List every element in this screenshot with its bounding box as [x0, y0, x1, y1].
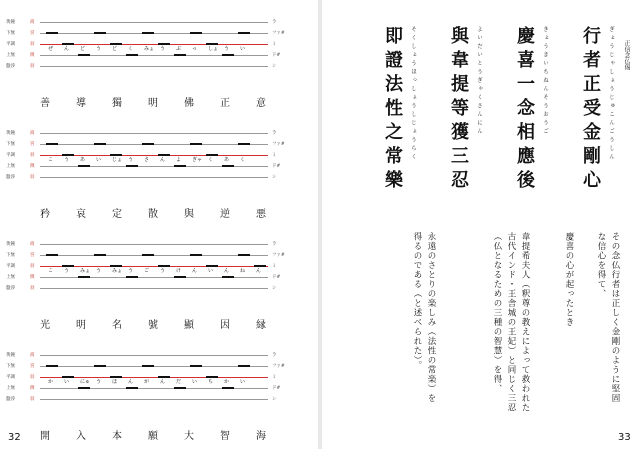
melody-bar: [206, 154, 218, 156]
melody-bar: [126, 165, 138, 167]
melody-bar: [62, 43, 74, 45]
western-pitch-label: ミ: [272, 42, 277, 47]
translation-line: 慶喜の心が起ったとき: [564, 232, 574, 327]
staff-line: [40, 155, 268, 156]
melody-bar: [206, 43, 218, 45]
verse-character: 智: [220, 431, 232, 442]
kana-syllable: あ: [224, 157, 230, 163]
pitch-label: 上無: [6, 53, 15, 58]
western-pitch-label: ラ: [272, 353, 277, 358]
kana-syllable: みょ: [80, 268, 91, 274]
kana-syllable: ぜ: [48, 46, 54, 52]
staff-line: [40, 33, 268, 34]
melody-bar: [174, 387, 186, 389]
kana-syllable: い: [192, 379, 198, 385]
western-pitch-label: ラ: [272, 131, 277, 136]
translation-line: その念仏行者は正しく金剛のように堅固: [610, 232, 620, 403]
melody-bar: [78, 276, 90, 278]
melody-bar: [222, 165, 234, 167]
verse-character: 逆: [220, 209, 232, 220]
western-pitch-label: ド#: [272, 53, 281, 58]
pitch-label: 平調: [6, 153, 15, 158]
kana-syllable: ん: [160, 379, 166, 385]
staff-line: [40, 144, 268, 145]
kana-syllable: ご: [144, 268, 150, 274]
melody-bar: [46, 365, 58, 367]
western-pitch-label: ド#: [272, 275, 281, 280]
kana-syllable: こ: [48, 157, 54, 163]
melody-bar: [222, 387, 234, 389]
melody-bar: [238, 365, 250, 367]
staff-line: [40, 288, 268, 289]
western-pitch-label: ミ: [272, 375, 277, 380]
melody-bar: [222, 54, 234, 56]
pitch-label: 黄鐘: [6, 20, 15, 25]
pitch-label: 黄鐘: [6, 131, 15, 136]
verse-column: 即證法性之常樂: [382, 26, 403, 194]
kana-syllable: ね: [240, 268, 246, 274]
pitch-label: 下無: [6, 31, 15, 36]
translation-line: 古代インド・王舎城の王妃）と同じく三忍: [506, 232, 516, 413]
melody-bar: [206, 265, 218, 267]
western-pitch-label: ラ: [272, 242, 277, 247]
staff-line: [40, 66, 268, 67]
note-name: 商: [30, 353, 35, 358]
verse-reading: よいだいとうぎゃくさんにん: [476, 26, 482, 137]
translation-line: 韋提希夫人（釈尊の教えによって救われた: [520, 232, 530, 413]
chant-staff: [0, 339, 318, 442]
verse-character: 佛: [184, 98, 196, 109]
melody-bar: [110, 376, 122, 378]
pitch-label: 下無: [6, 364, 15, 369]
kana-syllable: う: [96, 46, 102, 52]
verse-character: 導: [76, 98, 88, 109]
melody-bar: [94, 254, 106, 256]
staff-line: [40, 177, 268, 178]
kana-syllable: じょ: [112, 157, 123, 163]
verse-character: 本: [112, 431, 124, 442]
verse-character: 哀: [76, 209, 88, 220]
kana-syllable: う: [128, 268, 134, 274]
kana-syllable: よ: [176, 157, 182, 163]
verse-character: 明: [148, 98, 160, 109]
melody-bar: [238, 32, 250, 34]
kana-syllable: ん: [160, 157, 166, 163]
pitch-label: 平調: [6, 375, 15, 380]
pitch-label: 盤渉: [6, 175, 15, 180]
staff-line: [40, 355, 268, 356]
note-name: 商: [30, 242, 35, 247]
note-name: 徴: [30, 275, 35, 280]
verse-character: 入: [76, 431, 88, 442]
kana-syllable: ど: [112, 46, 118, 52]
western-pitch-label: シ: [272, 397, 277, 402]
staff-line: [40, 266, 268, 267]
note-name: 羽: [30, 42, 35, 47]
western-pitch-label: シ: [272, 175, 277, 180]
melody-bar: [142, 32, 154, 34]
kana-syllable: ん: [64, 46, 70, 52]
kana-syllable: く: [240, 157, 246, 163]
western-pitch-label: ファ#: [272, 253, 285, 258]
verse-kanji-row: [40, 427, 268, 442]
chant-staff: [0, 6, 318, 109]
verse-character: 願: [148, 431, 160, 442]
note-name: 宮: [30, 253, 35, 258]
kana-syllable: ん: [128, 379, 134, 385]
melody-bar: [46, 32, 58, 34]
note-name: 宮: [30, 364, 35, 369]
verse-character: 開: [40, 431, 52, 442]
melody-bar: [238, 254, 250, 256]
melody-bar: [126, 387, 138, 389]
section-header: 正信念仏偈: [623, 40, 630, 70]
kana-syllable: う: [224, 46, 230, 52]
melody-bar: [62, 154, 74, 156]
note-name: 羽: [30, 153, 35, 158]
melody-bar: [126, 54, 138, 56]
note-name: 宮: [30, 31, 35, 36]
verse-character: 矜: [40, 209, 52, 220]
page-number-left: 32: [8, 432, 21, 443]
kana-syllable: う: [128, 157, 134, 163]
staff-line: [40, 255, 268, 256]
pitch-label: 盤渉: [6, 64, 15, 69]
verse-kanji-row: [40, 94, 268, 109]
melody-bar: [46, 254, 58, 256]
pitch-label: 下無: [6, 142, 15, 147]
verse-column: 行者正受金剛心: [580, 26, 601, 194]
note-name: 徴: [30, 386, 35, 391]
melody-bar: [222, 276, 234, 278]
melody-bar: [174, 165, 186, 167]
pitch-label: 盤渉: [6, 397, 15, 402]
verse-character: 獨: [112, 98, 124, 109]
note-name: 羽: [30, 375, 35, 380]
kana-syllable: さ: [144, 157, 150, 163]
melody-bar: [110, 154, 122, 156]
note-name: 羽: [30, 264, 35, 269]
melody-bar: [254, 265, 266, 267]
note-name: 宮: [30, 142, 35, 147]
kana-syllable: こ: [48, 268, 54, 274]
verse-kanji-row: [40, 205, 268, 220]
verse-column: 與韋提等獲三忍: [448, 26, 469, 194]
western-pitch-label: シ: [272, 64, 277, 69]
verse-character: 善: [40, 98, 52, 109]
verse-character: 意: [256, 98, 268, 109]
kana-syllable: みょ: [112, 268, 123, 274]
western-pitch-label: ファ#: [272, 31, 285, 36]
melody-bar: [158, 154, 170, 156]
western-pitch-label: ミ: [272, 153, 277, 158]
note-name: 徴: [30, 164, 35, 169]
verse-character: 悪: [256, 209, 268, 220]
verse-character: 散: [148, 209, 160, 220]
pitch-label: 上無: [6, 386, 15, 391]
kana-syllable: い: [64, 379, 70, 385]
kana-syllable: け: [176, 268, 182, 274]
verse-reading: そくしょうほっしょうしじょうらく: [410, 26, 416, 162]
melody-bar: [126, 276, 138, 278]
melody-bar: [142, 365, 154, 367]
note-name: 商: [30, 20, 35, 25]
kana-syllable: う: [64, 268, 70, 274]
note-name: 羽: [30, 64, 35, 69]
melody-bar: [190, 365, 202, 367]
kana-syllable: く: [208, 157, 214, 163]
kana-syllable: か: [224, 379, 230, 385]
melody-bar: [142, 254, 154, 256]
translation-line: 永遠のさとりの楽しみ（法性の常楽）を: [426, 232, 436, 403]
pitch-label: 下無: [6, 253, 15, 258]
western-pitch-label: シ: [272, 286, 277, 291]
kana-syllable: う: [160, 46, 166, 52]
western-pitch-label: ミ: [272, 264, 277, 269]
verse-character: 光: [40, 320, 52, 331]
verse-character: 與: [184, 209, 196, 220]
note-name: 羽: [30, 286, 35, 291]
melody-bar: [142, 143, 154, 145]
verse-reading: ぎょうじゃしょうじゅこんごうしん: [608, 26, 614, 162]
kana-syllable: ん: [192, 268, 198, 274]
kana-syllable: ど: [80, 46, 86, 52]
kana-syllable: う: [96, 268, 102, 274]
kana-syllable: う: [160, 268, 166, 274]
pitch-label: 盤渉: [6, 286, 15, 291]
note-name: 羽: [30, 397, 35, 402]
verse-character: 縁: [256, 320, 268, 331]
staff-line: [40, 377, 268, 378]
kana-syllable: ち: [208, 379, 214, 385]
western-pitch-label: ド#: [272, 164, 281, 169]
melody-bar: [78, 54, 90, 56]
melody-bar: [62, 265, 74, 267]
pitch-label: 黄鐘: [6, 242, 15, 247]
melody-bar: [158, 376, 170, 378]
melody-bar: [78, 387, 90, 389]
note-name: 商: [30, 131, 35, 136]
kana-syllable: い: [240, 46, 246, 52]
melody-bar: [110, 43, 122, 45]
kana-syllable: い: [96, 157, 102, 163]
kana-syllable: ん: [224, 268, 230, 274]
western-pitch-label: ラ: [272, 20, 277, 25]
staff-line: [40, 399, 268, 400]
page-number-right: 33: [618, 432, 631, 443]
kana-syllable: っ: [192, 46, 198, 52]
verse-character: 正: [220, 98, 232, 109]
melody-bar: [174, 54, 186, 56]
staff-line: [40, 244, 268, 245]
staff-line: [40, 133, 268, 134]
kana-syllable: う: [96, 379, 102, 385]
melody-bar: [206, 376, 218, 378]
kana-syllable: ん: [256, 268, 262, 274]
verse-column: 慶喜一念相應後: [514, 26, 535, 194]
translation-line: （仏となるための三種の智慧）を得、: [492, 232, 502, 394]
staff-line: [40, 366, 268, 367]
kana-syllable: か: [48, 379, 54, 385]
melody-bar: [78, 165, 90, 167]
western-pitch-label: ファ#: [272, 142, 285, 147]
melody-bar: [94, 143, 106, 145]
left-page: [0, 0, 318, 449]
melody-bar: [158, 265, 170, 267]
kana-syllable: だ: [176, 379, 182, 385]
verse-kanji-row: [40, 316, 268, 331]
western-pitch-label: ド#: [272, 386, 281, 391]
kana-syllable: が: [144, 379, 150, 385]
verse-character: 大: [184, 431, 196, 442]
translation-line: な信心を得て、: [596, 232, 606, 299]
verse-character: 因: [220, 320, 232, 331]
pitch-label: 黄鐘: [6, 353, 15, 358]
verse-character: 顯: [184, 320, 196, 331]
kana-syllable: く: [128, 46, 134, 52]
melody-bar: [190, 143, 202, 145]
melody-bar: [94, 365, 106, 367]
melody-bar: [62, 376, 74, 378]
western-pitch-label: ファ#: [272, 364, 285, 369]
melody-bar: [174, 276, 186, 278]
kana-syllable: ぶ: [176, 46, 182, 52]
melody-bar: [94, 32, 106, 34]
verse-character: 定: [112, 209, 124, 220]
kana-syllable: しょ: [208, 46, 219, 52]
kana-syllable: あ: [80, 157, 86, 163]
pitch-label: 上無: [6, 164, 15, 169]
note-name: 羽: [30, 175, 35, 180]
melody-bar: [238, 143, 250, 145]
chant-staff: [0, 117, 318, 220]
kana-syllable: みょ: [144, 46, 155, 52]
chant-staff: [0, 228, 318, 331]
translation-line: 得るのである（と述べられた）。: [412, 232, 422, 371]
note-name: 徴: [30, 53, 35, 58]
right-page: [322, 0, 640, 449]
kana-syllable: にゅ: [80, 379, 90, 385]
verse-reading: きょうきいちねんそうおうご: [542, 26, 548, 137]
melody-bar: [158, 43, 170, 45]
verse-character: 號: [148, 320, 160, 331]
melody-bar: [110, 265, 122, 267]
staff-line: [40, 22, 268, 23]
melody-bar: [190, 32, 202, 34]
pitch-label: 平調: [6, 264, 15, 269]
pitch-label: 平調: [6, 42, 15, 47]
kana-syllable: ぎゃ: [192, 157, 203, 163]
kana-syllable: ほ: [112, 379, 118, 385]
melody-bar: [46, 143, 58, 145]
pitch-label: 上無: [6, 275, 15, 280]
verse-character: 海: [256, 431, 268, 442]
kana-syllable: い: [240, 379, 246, 385]
verse-character: 名: [112, 320, 124, 331]
verse-character: 明: [76, 320, 88, 331]
kana-syllable: い: [208, 268, 214, 274]
melody-bar: [190, 254, 202, 256]
kana-syllable: う: [64, 157, 70, 163]
